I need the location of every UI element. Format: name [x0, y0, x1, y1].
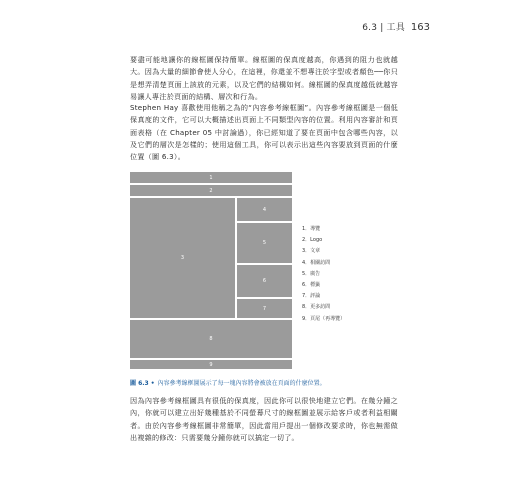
section-title: 6.3 | 工具	[362, 23, 405, 33]
figure-caption	[130, 378, 326, 387]
legend-item: 6．標籤	[302, 282, 321, 289]
paragraph-low-fidelity: 因為內容參考線框圖具有很低的保真度，因此你可以很快地建立它們。在幾分鐘之內，你就可以建立出好幾種基於不同螢幕尺寸的線框圖並展示給客戶或者利益相關者。由於內容參考線框圖非常簡單，因此當用戶提出一個修改要求時，你也無需做出複雜的修改：只需要幾分鐘你就可以搞定一切了。	[130, 396, 398, 442]
wireframe-block-footer: 9	[130, 360, 292, 369]
wireframe-block-article: 3	[130, 198, 235, 318]
paragraph-content-reference: Stephen Hay 喜歡使用他稱之為的“內容參考線框圖”。內容參考線框圖是一個低保真度的文件，它可以大概描述出頁面上不同類型內容的位置。利用內容審計和頁面表格（在 Chapter 05 中討論過），你已經知道了要在頁面中包含哪些內容，以及它們的層次是怎樣的；使用這個工具，你可以表示出這些內容要放到頁面的什麼位置（圖 6.3）。	[130, 103, 398, 162]
legend-item: 1．導覽	[302, 226, 321, 232]
wireframe-block-tags: 6	[237, 265, 292, 297]
running-header	[362, 20, 430, 33]
legend-item: 4．相關訪問	[302, 259, 331, 266]
legend-item: 7．評論	[302, 293, 321, 300]
wireframe-block-ad: 5	[237, 223, 292, 263]
legend-item: 5．廣告	[302, 270, 321, 277]
wireframe-block-logo: 2	[130, 185, 292, 196]
page-number: 163	[410, 22, 430, 33]
figure-caption-text: 內容參考線框圖展示了每一塊內容將會被放在頁面的什麼位置。	[157, 380, 326, 387]
wireframe-block-navigation: 1	[130, 172, 292, 183]
paragraph-intro: 要盡可能地讓你的線框圖保持簡單。線框圖的保真度越高，你遇到的阻力也就越大。因為大量的細節會使人分心，在這裡，你還並不想專注於字型或者顏色──你只是想弄清楚頁面上該放的元素，以及它們的結構如何。線框圖的保真度越低就越容易讓人專注於頁面的結構、層次和行為。	[130, 55, 398, 101]
legend-item: 9．頁尾（再導覽）	[302, 315, 346, 322]
wireframe-legend	[302, 224, 345, 325]
wireframe-block-related: 4	[237, 198, 292, 221]
figure-caption-label: 圖 6.3 •	[130, 380, 155, 387]
legend-item: 8．更多訪問	[302, 304, 331, 311]
wireframe-block-comments: 7	[237, 299, 292, 318]
legend-item: 3．文章	[302, 248, 321, 255]
content-reference-wireframe	[130, 172, 292, 369]
legend-item: 2．Logo	[302, 237, 323, 244]
wireframe-block-more: 8	[130, 320, 292, 358]
